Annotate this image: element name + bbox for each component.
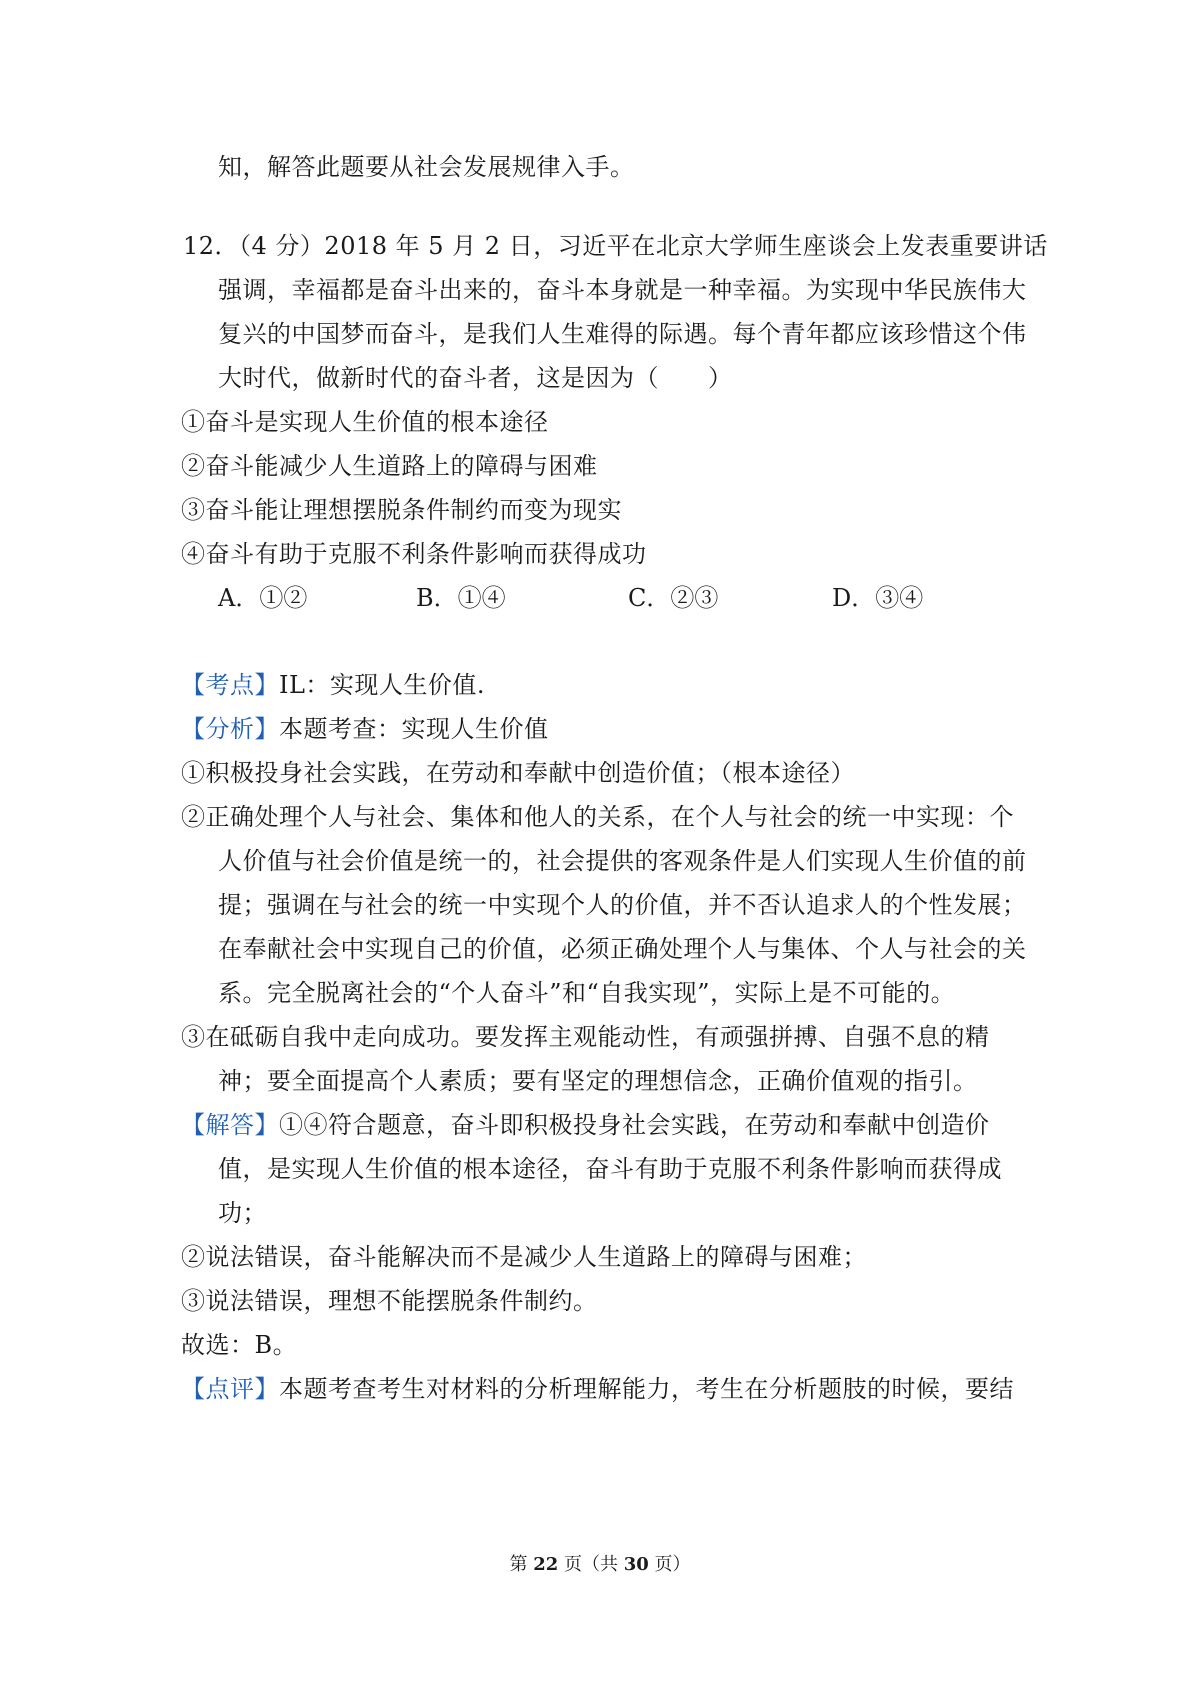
fenxi-line-5: 在奉献社会中实现自己的价值，必须正确处理个人与集体、个人与社会的关 — [218, 935, 1027, 963]
jieda-line-1: 值，是实现人生价值的根本途径，奋斗有助于克服不利条件影响而获得成 — [218, 1155, 1002, 1183]
option-b: B．①④ — [416, 584, 506, 612]
kaodian-tag: 【考点】 — [181, 671, 279, 699]
fenxi-line-6: 系。完全脱离社会的“个人奋斗”和“自我实现”，实际上是不可能的。 — [218, 979, 956, 1007]
fenxi-line-1: ①积极投身社会实践，在劳动和奉献中创造价值；（根本途径） — [181, 759, 855, 787]
option-c: C．②③ — [628, 584, 719, 612]
question-line-3: 复兴的中国梦而奋斗，是我们人生难得的际遇。每个青年都应该珍惜这个伟 — [218, 320, 1027, 348]
fenxi-section — [181, 714, 549, 744]
jieda-section — [181, 1110, 990, 1140]
footer-total-pages: 30 — [623, 1554, 649, 1575]
statement-2: ②奋斗能减少人生道路上的障碍与困难 — [181, 452, 598, 480]
jieda-text: ①④符合题意，奋斗即积极投身社会实践，在劳动和奉献中创造价 — [279, 1111, 990, 1139]
question-line-2: 强调，幸福都是奋斗出来的，奋斗本身就是一种幸福。为实现中华民族伟大 — [218, 276, 1027, 304]
statement-3: ③奋斗能让理想摆脱条件制约而变为现实 — [181, 496, 622, 524]
fenxi-tag: 【分析】 — [181, 715, 279, 743]
kaodian-section — [181, 670, 485, 700]
footer-page-number: 22 — [533, 1554, 559, 1575]
fenxi-line-2: ②正确处理个人与社会、集体和他人的关系，在个人与社会的统一中实现：个 — [181, 803, 1014, 831]
fenxi-line-7: ③在砥砺自我中走向成功。要发挥主观能动性，有顽强拼搏、自强不息的精 — [181, 1023, 990, 1051]
jieda-line-3: ②说法错误，奋斗能解决而不是减少人生道路上的障碍与困难； — [181, 1243, 867, 1271]
option-a: A．①② — [218, 584, 308, 612]
jieda-answer: 故选：B。 — [181, 1331, 298, 1359]
question-line-1: 12．（4 分）2018 年 5 月 2 日，习近平在北京大学师生座谈会上发表重要讲话 — [183, 232, 1048, 260]
dianping-tag: 【点评】 — [181, 1375, 279, 1403]
kaodian-text: IL：实现人生价值. — [279, 671, 486, 699]
jieda-line-4: ③说法错误，理想不能摆脱条件制约。 — [181, 1287, 598, 1315]
page-footer — [0, 1553, 1200, 1577]
statement-4: ④奋斗有助于克服不利条件影响而获得成功 — [181, 540, 647, 568]
footer-suffix: 页） — [648, 1554, 691, 1575]
fenxi-line-4: 提；强调在与社会的统一中实现个人的价值，并不否认追求人的个性发展； — [218, 891, 1027, 919]
jieda-line-2: 功； — [218, 1199, 267, 1227]
footer-prefix: 第 — [509, 1554, 534, 1575]
jieda-tag: 【解答】 — [181, 1111, 279, 1139]
fenxi-line-8: 神；要全面提高个人素质；要有坚定的理想信念，正确价值观的指引。 — [218, 1067, 978, 1095]
dianping-text: 本题考查考生对材料的分析理解能力，考生在分析题肢的时候，要结 — [279, 1375, 1014, 1403]
dianping-section — [181, 1374, 1014, 1404]
statement-1: ①奋斗是实现人生价值的根本途径 — [181, 408, 549, 436]
fenxi-text: 本题考查：实现人生价值 — [279, 715, 549, 743]
fenxi-line-3: 人价值与社会价值是统一的，社会提供的客观条件是人们实现人生价值的前 — [218, 847, 1027, 875]
previous-answer-tail: 知，解答此题要从社会发展规律入手。 — [218, 153, 635, 181]
question-line-4: 大时代，做新时代的奋斗者，这是因为（ ） — [218, 364, 733, 392]
footer-middle: 页（共 — [558, 1554, 624, 1575]
option-d: D．③④ — [832, 584, 924, 612]
